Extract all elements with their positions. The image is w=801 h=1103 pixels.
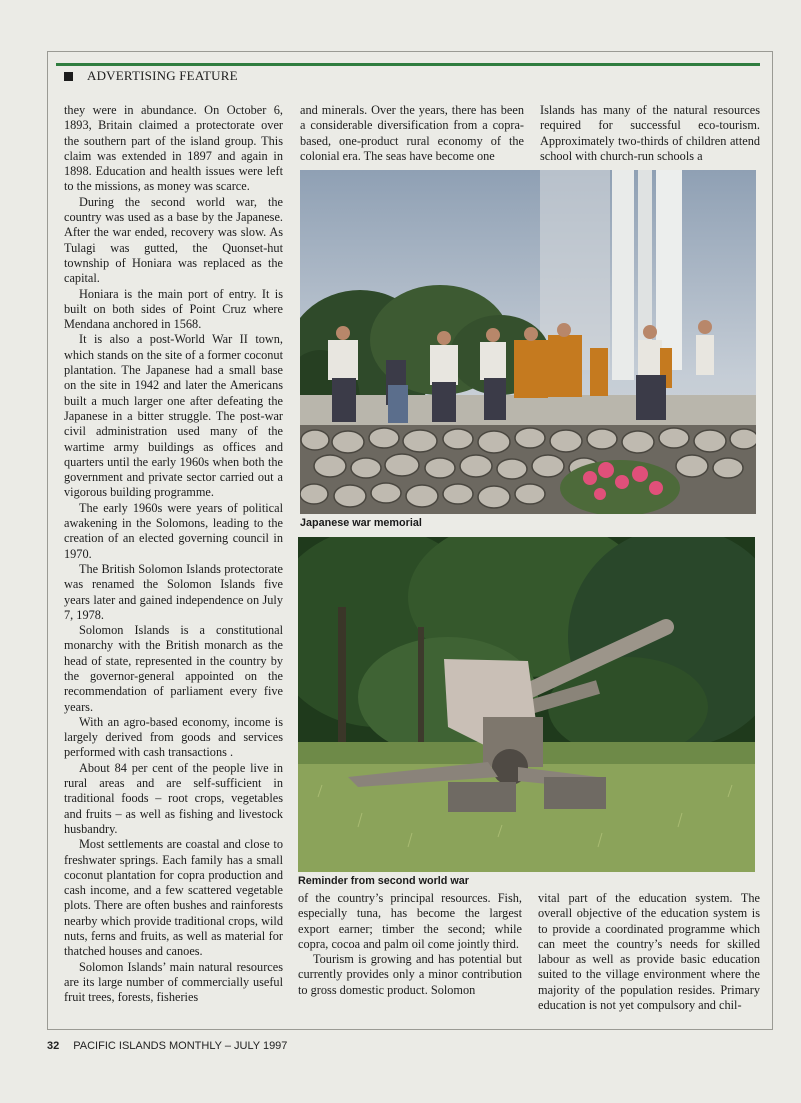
paragraph: During the second world war, the country was used as a base by the Japanese. After the war ended, recovery was slow. As Tulagi was gutted, the Quonset-hut township of Honiara was replaced as the capital.: [64, 194, 283, 286]
paragraph: Most settlements are coastal and close to freshwater springs. Each family has a small coconut plantation for copra production and cash income, and a few scattered vegetable plots. There are often bushes and rainforests nearby which provide traditional crops, wild nuts, ferns and fruits, as well as material for thatched houses and canoes.: [64, 837, 283, 959]
article-column-3-top: [540, 103, 760, 164]
publication-line: PACIFIC ISLANDS MONTHLY – JULY 1997: [73, 1040, 288, 1052]
section-label: ADVERTISING FEATURE: [87, 68, 238, 83]
header-square-icon: [64, 72, 73, 81]
paragraph: With an agro-based economy, income is largely derived from goods and services performed with cash transactions .: [64, 714, 283, 760]
page-footer: [47, 1040, 287, 1052]
paragraph: and minerals. Over the years, there has been a considerable diversification from a copra-based, one-product rural economy of the colonial era. The seas have become one: [300, 103, 524, 163]
header-rule: [56, 63, 760, 66]
paragraph: It is also a post-World War II town, which stands on the site of a former coconut plantation. The Japanese had a small base on the site in 1942 and later the Americans built a much larger one after defeating the Japanese in a bitter struggle. The post-war civil administration used many of the wartime army buildings as offices and quarters until the early 1960s when both the government and private sector carried out a vigorous building programme.: [64, 332, 283, 500]
article-column-2-top: [300, 103, 524, 164]
article-column-1: [64, 103, 283, 1006]
paragraph: Honiara is the main port of entry. It is built on both sides of Point Cruz where Mendana anchored in 1568.: [64, 286, 283, 332]
section-header: [64, 67, 238, 85]
artillery-photo-image: [298, 537, 755, 872]
paragraph: The British Solomon Islands protectorate was renamed the Solomon Islands five years later and gained independence on July 7, 1978.: [64, 561, 283, 622]
paragraph: Tourism is growing and has potential but currently provides only a minor contribution to gross domestic product. Solomon: [298, 952, 522, 997]
paragraph: of the country’s principal resources. Fish, especially tuna, has become the largest export earner; timber the second; while copra, cocoa and palm oil come jointly third.: [298, 891, 522, 951]
paragraph: Islands has many of the natural resources required for successful eco-tourism. Approximately two-thirds of children attend school with church-run schools a: [540, 103, 760, 163]
artillery-photo: [298, 537, 755, 872]
page-number: 32: [47, 1040, 60, 1052]
memorial-photo: [300, 170, 756, 514]
article-column-2-bottom: [298, 891, 522, 998]
paragraph: vital part of the education system. The overall objective of the education system is to provide a coordinated programme which can meet the country’s needs for skilled labour as well as provide basic education suited to the village environment where the majority of the population resides. Primary education is not yet compulsory and chil-: [538, 891, 760, 1013]
paragraph: Solomon Islands is a constitutional monarchy with the British monarch as the head of state, represented in the country by the governor-general appointed on the recommendation of parliament every five years.: [64, 623, 283, 714]
paragraph: they were in abundance. On October 6, 1893, Britain claimed a protectorate over the southern part of the island group. This claim was extended in 1897 and again in 1898. Education and health issues were left to the missions, as money was scarce.: [64, 103, 283, 194]
paragraph: The early 1960s were years of political awakening in the Solomons, leading to the creation of an elected governing council in 1970.: [64, 500, 283, 561]
paragraph: About 84 per cent of the people live in rural areas and are self-sufficient in traditional foods – root crops, vegetables and fruits – as well as fishing and livestock husbandry.: [64, 760, 283, 836]
article-column-3-bottom: [538, 891, 760, 1013]
paragraph: Solomon Islands’ main natural resources are its large number of commercially useful fruit trees, forests, fisheries: [64, 959, 283, 1005]
memorial-photo-image: [300, 170, 756, 514]
photo-caption: Reminder from second world war: [298, 875, 469, 887]
photo-caption: Japanese war memorial: [300, 517, 422, 529]
